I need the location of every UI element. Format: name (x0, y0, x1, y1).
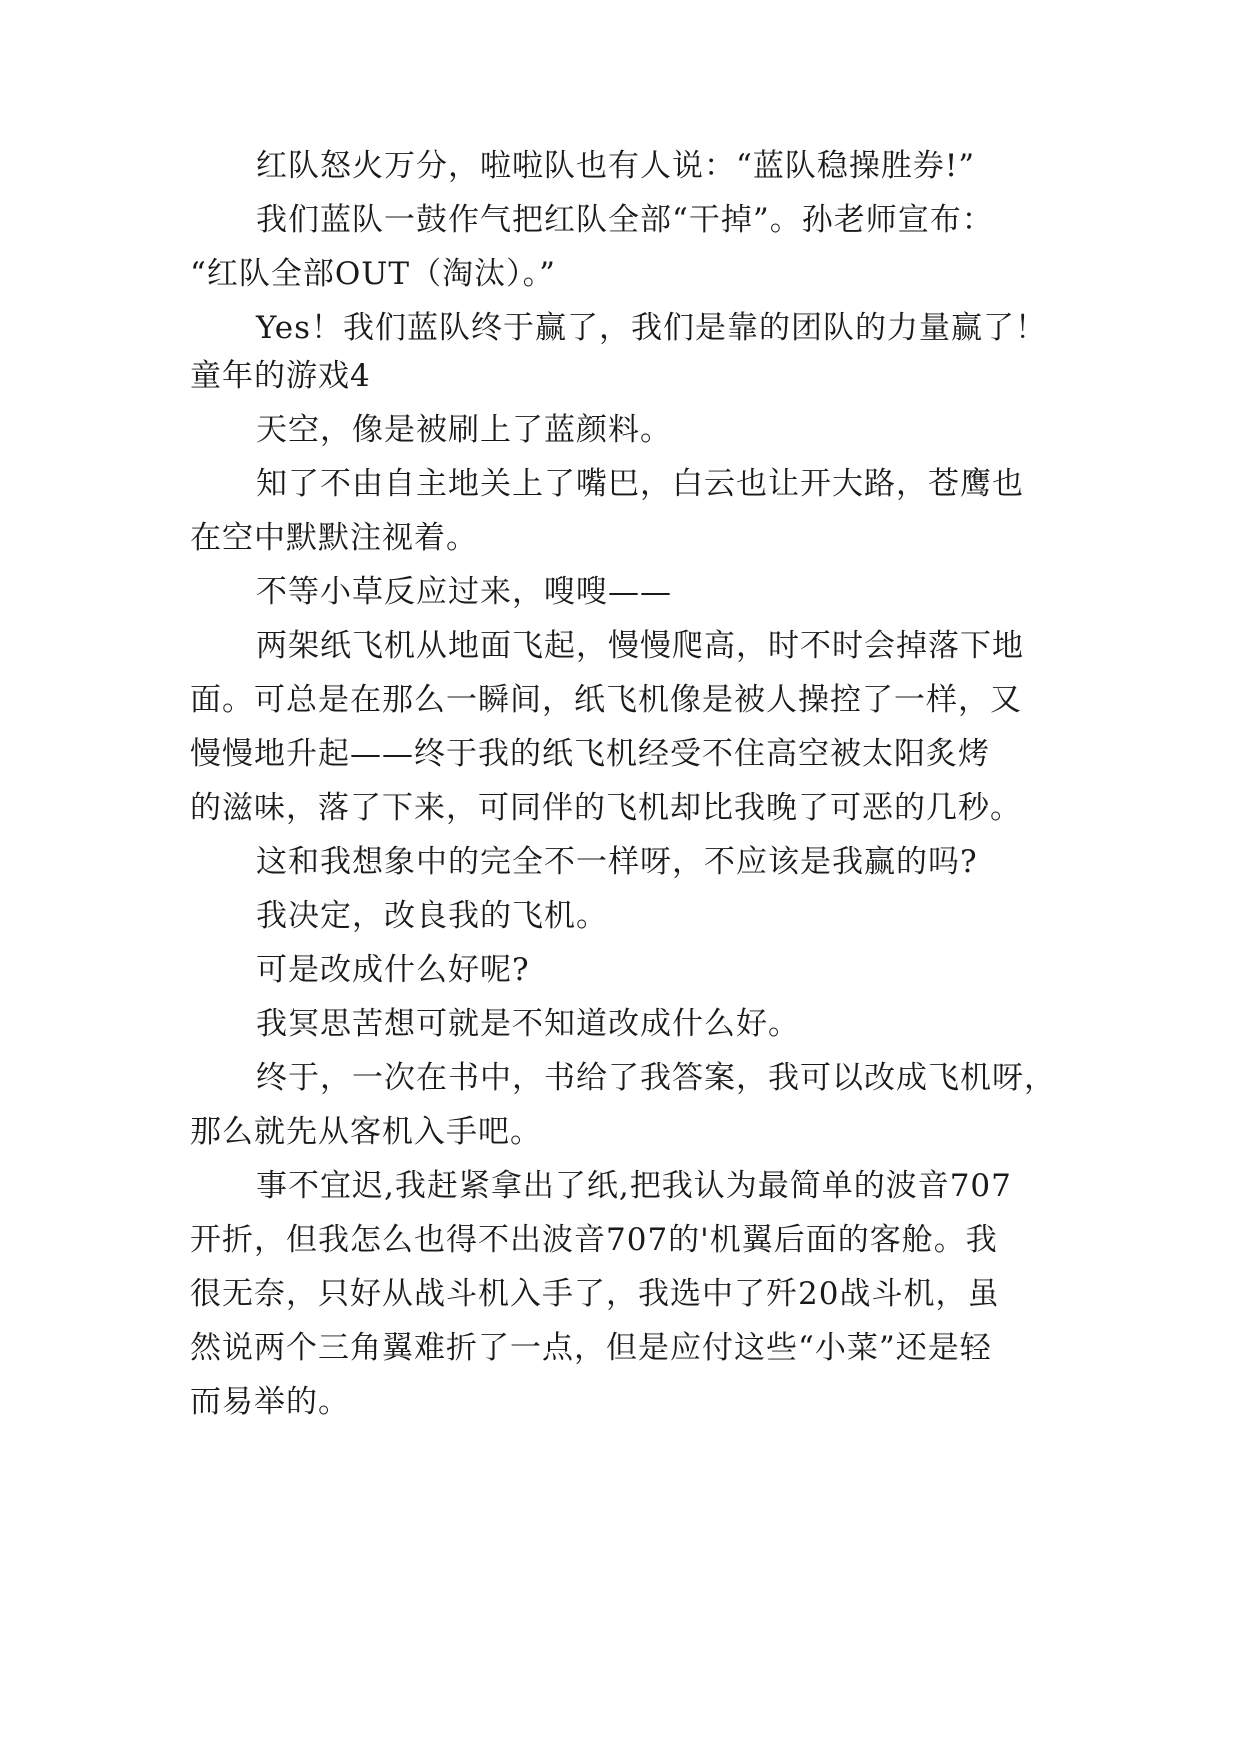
paragraph-line: 两架纸飞机从地面飞起，慢慢爬高，时不时会掉落下地 (256, 628, 1024, 664)
paragraph-line: Yes！我们蓝队终于赢了，我们是靠的团队的力量赢了！ (256, 310, 1048, 346)
paragraph-line: 我冥思苦想可就是不知道改成什么好。 (256, 1006, 800, 1042)
paragraph-line: 在空中默默注视着。 (190, 520, 478, 556)
paragraph-line: 的滋味，落了下来，可同伴的飞机却比我晚了可恶的几秒。 (190, 790, 1022, 826)
paragraph-line: 天空，像是被刷上了蓝颜料。 (256, 412, 672, 448)
paragraph-line: 不等小草反应过来，嗖嗖—— (256, 574, 672, 610)
paragraph-line: 很无奈，只好从战斗机入手了，我选中了歼20战斗机，虽 (190, 1276, 1000, 1312)
paragraph-line: 我决定，改良我的飞机。 (256, 898, 608, 934)
paragraph-line: 面。可总是在那么一瞬间，纸飞机像是被人操控了一样，又 (190, 682, 1022, 718)
paragraph-line: 然说两个三角翼难折了一点，但是应付这些“小菜”还是轻 (190, 1330, 992, 1366)
paragraph-line: 可是改成什么好呢? (256, 952, 530, 988)
paragraph-line: 慢慢地升起——终于我的纸飞机经受不住高空被太阳炙烤 (190, 736, 990, 772)
paragraph-line: “红队全部OUT（淘汰）。” (190, 256, 556, 292)
paragraph-line: 知了不由自主地关上了嘴巴，白云也让开大路，苍鹰也 (256, 466, 1024, 502)
paragraph-line: 事不宜迟,我赶紧拿出了纸,把我认为最简单的波音707 (256, 1168, 1012, 1204)
paragraph-line: 那么就先从客机入手吧。 (190, 1114, 542, 1150)
section-heading: 童年的游戏4 (190, 358, 371, 394)
paragraph-line: 开折，但我怎么也得不出波音707的'机翼后面的客舱。我 (190, 1222, 998, 1258)
paragraph-line: 而易举的。 (190, 1384, 350, 1420)
paragraph-line: 我们蓝队一鼓作气把红队全部“干掉”。孙老师宣布： (256, 202, 994, 238)
paragraph-line: 终于，一次在书中，书给了我答案，我可以改成飞机呀， (256, 1060, 1056, 1096)
paragraph-line: 这和我想象中的完全不一样呀，不应该是我赢的吗? (256, 844, 978, 880)
paragraph-line: 红队怒火万分，啦啦队也有人说：“蓝队稳操胜券!” (256, 148, 976, 184)
